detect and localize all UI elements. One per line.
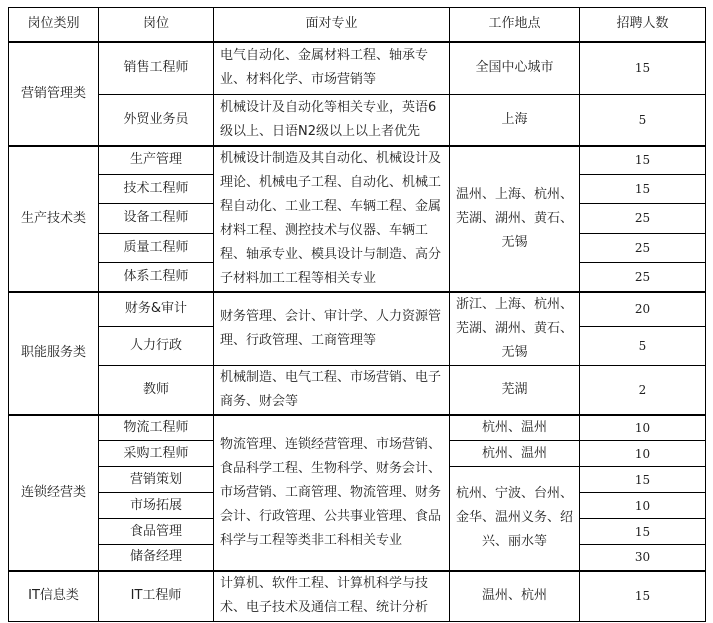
table-row xyxy=(9,292,706,327)
major-cell: 计算机、软件工程、计算机科学与技术、电子技术及通信工程、统计分析 xyxy=(214,571,450,622)
category-cell xyxy=(9,42,99,146)
count-cell: 15 xyxy=(580,571,706,622)
position-cell: 食品管理 xyxy=(99,519,214,545)
major-cell: 机械设计制造及其自动化、机械设计及理论、机械电子工程、自动化、机械工程自动化、工业工程、车辆工程、金属材料工程、测控技术与仪器、车辆工程、轴承专业、模具设计与制造、高分子材料加工工程等相关专业 xyxy=(214,146,450,292)
major-cell: 物流管理、连锁经营管理、市场营销、食品科学工程、生物科学、财务会计、市场营销、工商管理、物流管理、财务会计、行政管理、公共事业管理、食品科学与工程等类非工科相关专业 xyxy=(214,415,450,571)
count-cell: 25 xyxy=(580,204,706,233)
location-cell: 温州、上海、杭州、芜湖、湖州、黄石、无锡 xyxy=(450,146,580,292)
count-cell: 15 xyxy=(580,519,706,545)
position-cell: 质量工程师 xyxy=(99,233,214,262)
count-cell: 15 xyxy=(580,467,706,493)
header-location: 工作地点 xyxy=(450,8,580,42)
location-cell: 杭州、温州 xyxy=(450,415,580,441)
header-count: 招聘人数 xyxy=(580,8,706,42)
location-cell: 芜湖 xyxy=(450,365,580,415)
major-cell: 财务管理、会计、审计学、人力资源管理、行政管理、工商管理等 xyxy=(214,292,450,366)
major-cell: 机械设计及自动化等相关专业，英语6级以上、日语N2级以上以上者优先 xyxy=(214,95,450,146)
category-label: IT信息类 xyxy=(28,588,79,604)
position-cell: 设备工程师 xyxy=(99,204,214,233)
category-cell xyxy=(9,292,99,415)
location-cell: 杭州、温州 xyxy=(450,441,580,467)
count-cell: 25 xyxy=(580,233,706,262)
category-label: 营销管理类 xyxy=(20,85,86,101)
category-label: 职能服务类 xyxy=(20,345,86,360)
count-cell: 15 xyxy=(580,42,706,95)
recruitment-table xyxy=(8,7,706,622)
position-cell: 教师 xyxy=(99,365,214,415)
table-row xyxy=(9,42,706,95)
position-cell: 外贸业务员 xyxy=(99,95,214,146)
position-cell: 体系工程师 xyxy=(99,262,214,291)
count-cell: 20 xyxy=(580,292,706,327)
table-row xyxy=(9,146,706,175)
header-category: 岗位类别 xyxy=(9,8,99,42)
count-cell: 15 xyxy=(580,146,706,175)
count-cell: 5 xyxy=(580,326,706,365)
category-cell xyxy=(9,571,99,622)
table-row xyxy=(9,365,706,415)
count-cell: 2 xyxy=(580,365,706,415)
category-cell xyxy=(9,146,99,292)
category-label: 连锁经营类 xyxy=(20,484,86,500)
table-row xyxy=(9,571,706,622)
position-cell: 市场拓展 xyxy=(99,493,214,519)
count-cell: 10 xyxy=(580,415,706,441)
position-cell: 储备经理 xyxy=(99,545,214,571)
position-cell: 营销策划 xyxy=(99,467,214,493)
major-cell: 电气自动化、金属材料工程、轴承专业、材料化学、市场营销等 xyxy=(214,42,450,95)
count-cell: 15 xyxy=(580,175,706,204)
location-cell: 浙江、上海、杭州、芜湖、湖州、黄石、无锡 xyxy=(450,292,580,366)
position-cell: 财务&审计 xyxy=(99,292,214,327)
position-cell: 物流工程师 xyxy=(99,415,214,441)
location-cell: 杭州、宁波、台州、金华、温州义务、绍兴、丽水等 xyxy=(450,467,580,571)
count-cell: 25 xyxy=(580,262,706,291)
header-row xyxy=(9,8,706,42)
position-cell: 采购工程师 xyxy=(99,441,214,467)
category-label: 生产技术类 xyxy=(20,210,86,226)
position-cell: 技术工程师 xyxy=(99,175,214,204)
major-cell: 机械制造、电气工程、市场营销、电子商务、财会等 xyxy=(214,365,450,415)
count-cell: 10 xyxy=(580,441,706,467)
position-cell: 生产管理 xyxy=(99,146,214,175)
table-row xyxy=(9,415,706,441)
location-cell: 上海 xyxy=(450,95,580,146)
count-cell: 30 xyxy=(580,545,706,571)
header-major: 面对专业 xyxy=(214,8,450,42)
count-cell: 10 xyxy=(580,493,706,519)
category-cell xyxy=(9,415,99,571)
location-cell: 温州、杭州 xyxy=(450,571,580,622)
table-row xyxy=(9,95,706,146)
header-position: 岗位 xyxy=(99,8,214,42)
position-cell: 销售工程师 xyxy=(99,42,214,95)
position-cell: IT工程师 xyxy=(99,571,214,622)
position-cell: 人力行政 xyxy=(99,326,214,365)
location-cell: 全国中心城市 xyxy=(450,42,580,95)
count-cell: 5 xyxy=(580,95,706,146)
